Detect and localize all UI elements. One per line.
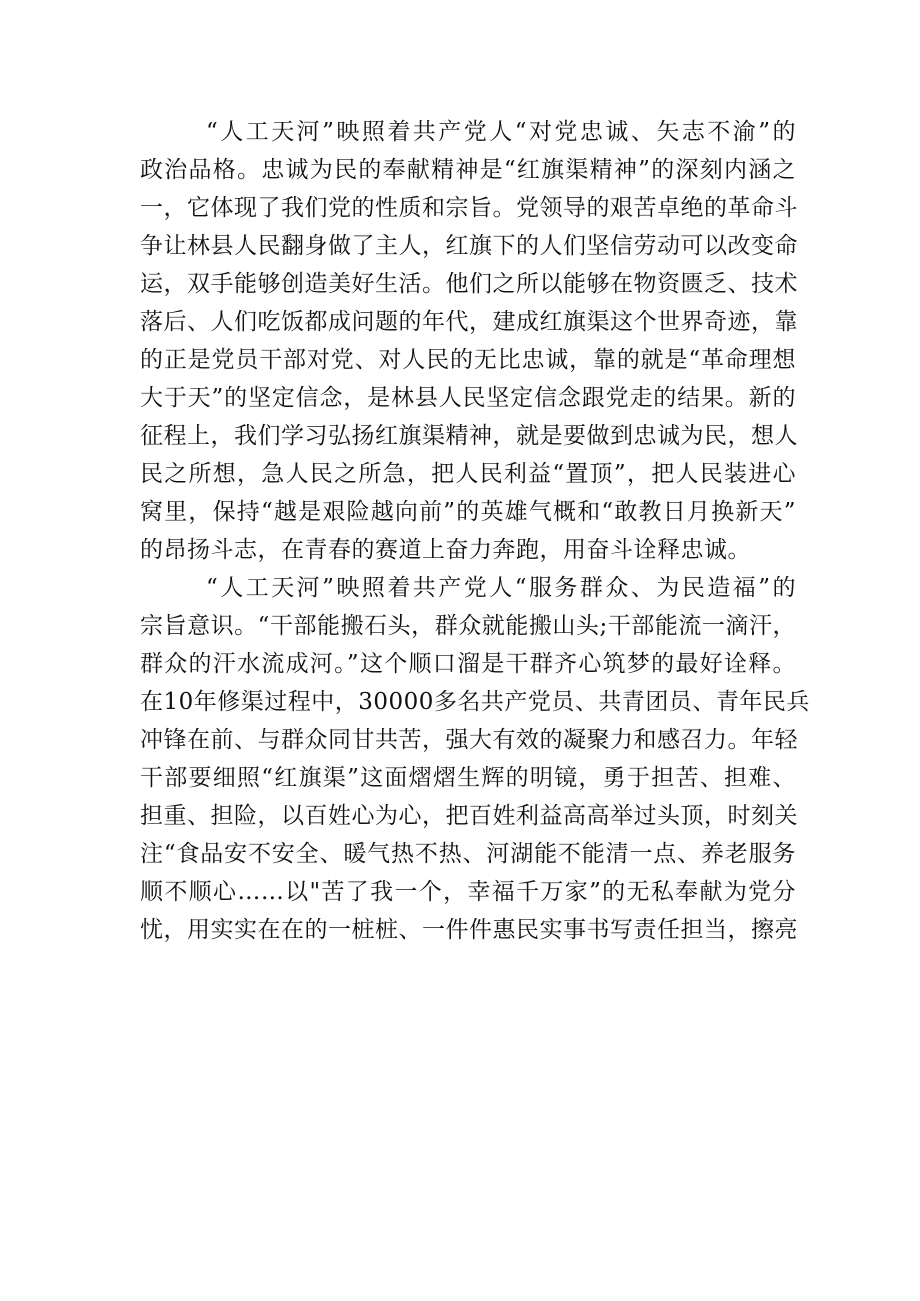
paragraph-1-line-8: 大于天”的坚定信念，是林县人民坚定信念跟党走的结果。新的: [140, 385, 796, 411]
paragraph-2-line-3: 群众的汗水流成河。”这个顺口溜是干群齐心筑梦的最好诠释。: [140, 651, 796, 677]
paragraph-2-line-2: 宗旨意识。“干部能搬石头，群众就能搬山头;干部能流一滴汗，: [140, 613, 796, 639]
paragraph-1-line-3: 一，它体现了我们党的性质和宗旨。党领导的艰苦卓绝的革命斗: [140, 195, 798, 221]
paragraph-1-line-6: 落后、人们吃饭都成问题的年代，建成红旗渠这个世界奇迹，靠: [140, 309, 798, 335]
paragraph-2-line-10: 忧，用实实在在的一桩桩、一件件惠民实事书写责任担当，擦亮: [140, 917, 798, 943]
paragraph-2-line-8: 注“食品安不安全、暖气热不热、河湖能不能清一点、养老服务: [140, 841, 796, 867]
paragraph-2-line-6: 干部要细照“红旗渠”这面熠熠生辉的明镜，勇于担苦、担难、: [140, 765, 796, 791]
paragraph-1-line-9: 征程上，我们学习弘扬红旗渠精神，就是要做到忠诚为民，想人: [140, 423, 798, 449]
paragraph-2-line-9: 顺不顺心……以"苦了我一个，幸福千万家”的无私奉献为党分: [140, 879, 796, 905]
paragraph-2-line-7: 担重、担险，以百姓心为心，把百姓利益高高举过头顶，时刻关: [140, 803, 798, 829]
paragraph-1-line-1: “人工天河”映照着共产党人“对党忠诚、矢志不渝”的: [206, 119, 796, 145]
paragraph-1-line-12: 的昂扬斗志，在青春的赛道上奋力奔跑，用奋斗诠释忠诚。: [140, 537, 751, 563]
paragraph-1-line-5: 运，双手能够创造美好生活。他们之所以能够在物资匮乏、技术: [140, 271, 798, 297]
paragraph-1-line-4: 争让林县人民翻身做了主人，红旗下的人们坚信劳动可以改变命: [140, 233, 798, 259]
paragraph-1-line-7: 的正是党员干部对党、对人民的无比忠诚，靠的就是“革命理想: [140, 347, 796, 373]
paragraph-1-line-2: 政治品格。忠诚为民的奉献精神是“红旗渠精神”的深刻内涵之: [140, 157, 796, 183]
paragraph-1-line-10: 民之所想，急人民之所急，把人民利益“置顶”，把人民装进心: [140, 461, 796, 487]
paragraph-2-line-4: 在10年修渠过程中，30000多名共产党员、共青团员、青年民兵: [140, 689, 810, 715]
paragraph-2-line-1: “人工天河”映照着共产党人“服务群众、为民造福”的: [206, 575, 796, 601]
paragraph-2-line-5: 冲锋在前、与群众同甘共苦，强大有效的凝聚力和感召力。年轻: [140, 727, 798, 753]
paragraph-1-line-11: 窝里，保持“越是艰险越向前”的英雄气概和“敢教日月换新天”: [140, 499, 796, 525]
